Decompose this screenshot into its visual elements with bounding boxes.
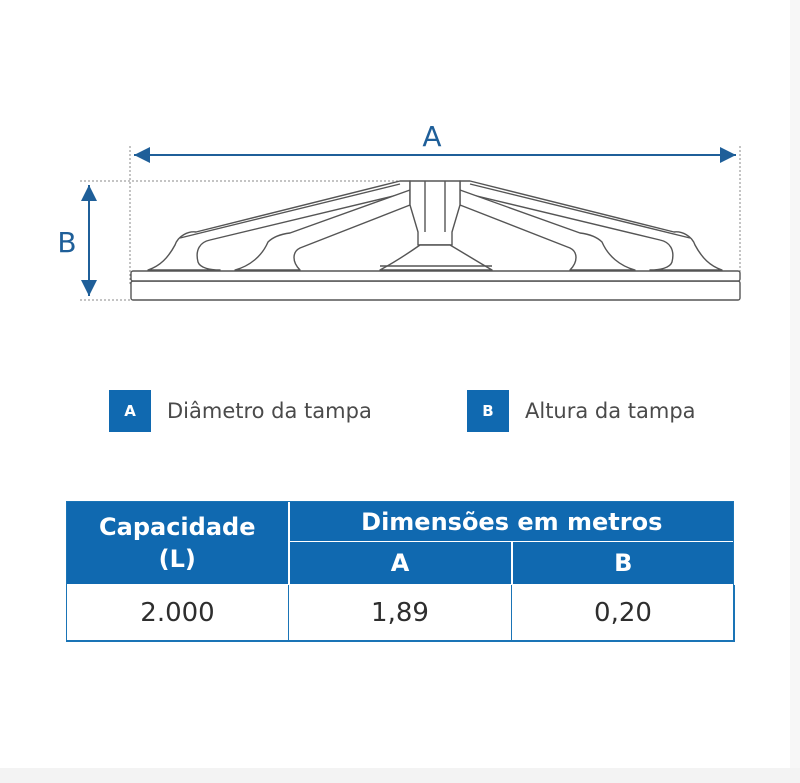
legend-item-a (109, 390, 372, 432)
legend-badge-a: A (109, 390, 151, 432)
legend-text-b: Altura da tampa (525, 399, 696, 423)
page-edge-right (790, 0, 800, 783)
dimension-a-label: A (422, 120, 442, 153)
cell-b: 0,20 (512, 585, 735, 642)
dimension-b-label: B (57, 226, 77, 259)
header-capacity: Capacidade (L) (67, 502, 289, 585)
page-edge-bottom (0, 768, 800, 783)
header-dimensions: Dimensões em metros (289, 502, 735, 542)
legend-badge-b: B (467, 390, 509, 432)
dimensions-table (66, 501, 735, 642)
lid-drawing (131, 181, 740, 300)
header-col-a: A (289, 542, 512, 585)
table-row (67, 585, 735, 642)
cell-a: 1,89 (289, 585, 512, 642)
legend-text-a: Diâmetro da tampa (167, 399, 372, 423)
header-col-b: B (512, 542, 735, 585)
legend-item-b (467, 390, 696, 432)
cell-capacity: 2.000 (67, 585, 289, 642)
